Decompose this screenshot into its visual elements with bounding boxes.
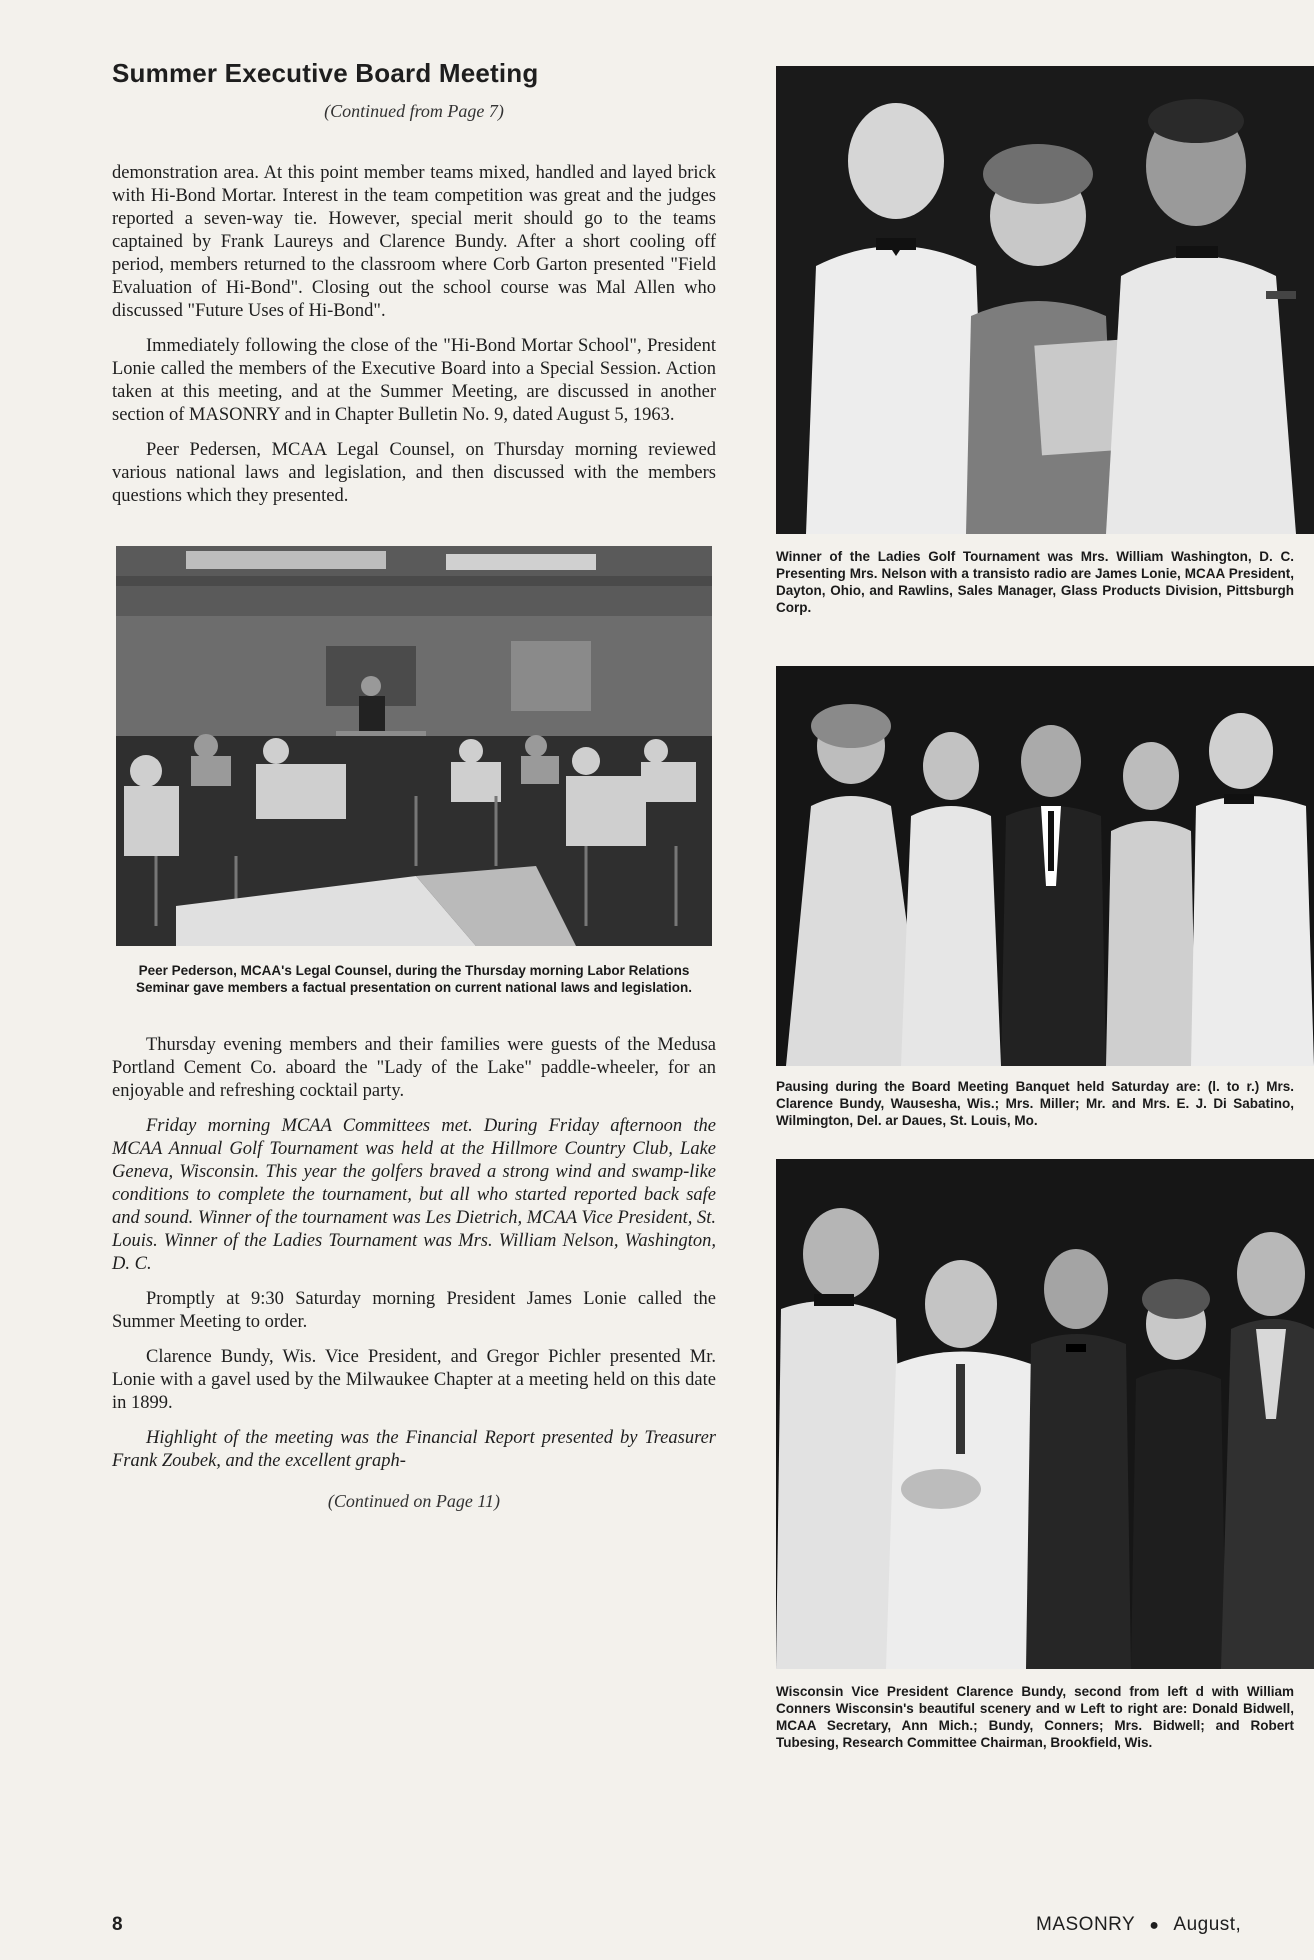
page-number: 8	[112, 1914, 123, 1935]
article-title: Summer Executive Board Meeting	[112, 58, 539, 88]
paragraph-7: Clarence Bundy, Wis. Vice President, and Gregor Pichler presented Mr. Lonie with a gavel used by the Milwaukee Chapter at a meeting held on this date in 1899.	[112, 1347, 716, 1413]
left-column	[112, 58, 716, 1530]
issue-date: August,	[1173, 1914, 1242, 1935]
wisconsin-photo	[776, 1159, 1314, 1669]
continued-on: (Continued on Page 11)	[327, 1491, 501, 1511]
banquet-caption: Pausing during the Board Meeting Banquet held Saturday are: (l. to r.) Mrs. Clarence Bundy, Wausesha, Wis.; Mrs. Miller; Mr. and Mrs. E. J. Di Sabatino, Wilmington, Del. ar Daues, St. Louis, Mo.	[776, 1079, 1294, 1128]
golf-winner-photo	[776, 66, 1314, 534]
paragraph-4: Thursday evening members and their families were guests of the Medusa Portland Cement Co. aboard the "Lady of the Lake" paddle-wheeler, for an enjoyable and refreshing cocktail party.	[112, 1035, 716, 1101]
paragraph-2: Immediately following the close of the "Hi-Bond Mortar School", President Lonie called the members of the Executive Board into a Special Session. Action taken at this meeting, and at the Summer Meeting, are discussed in another section of MASONRY and in Chapter Bulletin No. 9, dated August 5, 1963.	[112, 336, 716, 425]
paragraph-1: demonstration area. At this point member teams mixed, handled and layed brick with Hi-Bond Mortar. Interest in the team competition was great and the judges reported a seven-way tie. However, special merit should go to the teams captained by Frank Laureys and Clarence Bundy. After a short cooling off period, members returned to the classroom where Corb Garton presented "Field Evaluation of Hi-Bond". Closing out the school course was Mal Allen who discussed "Future Uses of Hi-Bond".	[112, 163, 716, 321]
continued-from: (Continued from Page 7)	[324, 101, 504, 121]
seminar-caption: Peer Pederson, MCAA's Legal Counsel, during the Thursday morning Labor Relations Seminar gave members a factual presentation on current national laws and legislation.	[136, 963, 692, 995]
publication-name: MASONRY	[1036, 1914, 1136, 1935]
paragraph-3: Peer Pedersen, MCAA Legal Counsel, on Thursday morning reviewed various national laws and legislation, and then discussed with the members questions which they presented.	[112, 440, 716, 506]
right-column	[776, 66, 1314, 1751]
paragraph-6: Promptly at 9:30 Saturday morning President James Lonie called the Summer Meeting to order.	[112, 1289, 716, 1332]
bullet-icon: ●	[1149, 1917, 1160, 1934]
banquet-photo	[776, 666, 1314, 1066]
wisconsin-caption: Wisconsin Vice President Clarence Bundy, second from left d with William Conners Wisconsin's beautiful scenery and w Left to right are: Donald Bidwell, MCAA Secretary, Ann Mich.; Bundy, Conners; Mrs. Bidwell; and Robert Tubesing, Research Committee Chairman, Brookfield, Wis.	[776, 1684, 1294, 1750]
footer-publication	[1036, 1914, 1241, 1936]
golf-caption: Winner of the Ladies Golf Tournament was Mrs. William Washington, D. C. Presenting Mrs. Nelson with a transisto radio are James Lonie, MCAA President, Dayton, Ohio, and Rawlins, Sales Manager, Glass Products Division, Pittsburgh Corp.	[776, 549, 1294, 615]
paragraph-8: Highlight of the meeting was the Financial Report presented by Treasurer Frank Zoubek, and the excellent graph-	[112, 1428, 716, 1471]
seminar-photo	[116, 546, 712, 946]
paragraph-5: Friday morning MCAA Committees met. During Friday afternoon the MCAA Annual Golf Tournament was held at the Hillmore Country Club, Lake Geneva, Wisconsin. This year the golfers braved a strong wind and swamp-like conditions to complete the tournament, but all who started reported back safe and sound. Winner of the tournament was Les Dietrich, MCAA Vice President, St. Louis. Winner of the Ladies Tournament was Mrs. William Nelson, Washington, D. C.	[112, 1116, 716, 1274]
